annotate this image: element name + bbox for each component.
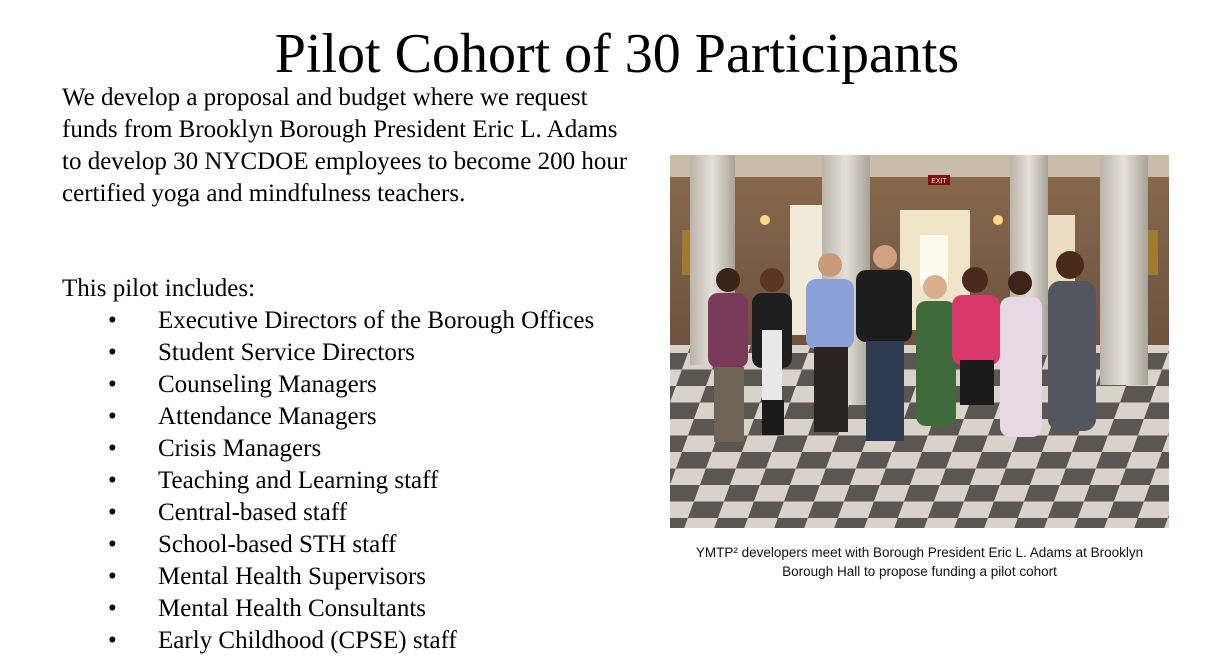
bullet-glyph: • xyxy=(108,435,117,462)
list-item xyxy=(62,305,594,337)
bullet-glyph: • xyxy=(108,403,117,430)
group-photo-illustration xyxy=(670,155,1169,528)
list-item-label: Teaching and Learning staff xyxy=(158,467,439,494)
list-item xyxy=(62,465,594,497)
photo-caption-line: YMTP² developers meet with Borough President Eric L. Adams at Brooklyn xyxy=(695,545,1144,560)
list-item-label: Early Childhood (CPSE) staff xyxy=(158,627,457,654)
bullet-glyph: • xyxy=(108,499,117,526)
bullet-glyph: • xyxy=(108,467,117,494)
list-item xyxy=(62,497,594,529)
list-item xyxy=(62,561,594,593)
list-item xyxy=(62,625,594,657)
intro-paragraph xyxy=(62,82,642,210)
bullet-glyph: • xyxy=(108,563,117,590)
list-item-label: School-based STH staff xyxy=(158,531,397,558)
list-item xyxy=(62,337,594,369)
photo-caption xyxy=(670,543,1169,581)
group-photo xyxy=(670,155,1169,528)
photo-caption-line: Borough Hall to propose funding a pilot cohort xyxy=(782,564,1057,579)
participant-list xyxy=(62,305,594,657)
bullet-glyph: • xyxy=(108,531,117,558)
bullet-glyph: • xyxy=(108,339,117,366)
list-item xyxy=(62,529,594,561)
list-item-label: Central-based staff xyxy=(158,499,348,526)
list-item xyxy=(62,369,594,401)
list-item xyxy=(62,401,594,433)
exit-sign: EXIT xyxy=(931,178,947,185)
list-item-label: Student Service Directors xyxy=(158,339,415,366)
bullet-glyph: • xyxy=(108,371,117,398)
slide-title: Pilot Cohort of 30 Participants xyxy=(274,23,960,85)
list-item-label: Crisis Managers xyxy=(158,435,322,462)
list-item-label: Mental Health Supervisors xyxy=(158,563,427,590)
list-item xyxy=(62,593,594,625)
bullet-glyph: • xyxy=(108,307,117,334)
list-item-label: Attendance Managers xyxy=(158,403,377,430)
intro-text: We develop a proposal and budget where we request funds from Brooklyn Borough President Eric L. Adams to develop 30 NYCDOE employees to become 200 hour certified yoga and mindfulness teachers. xyxy=(62,84,628,207)
list-item-label: Counseling Managers xyxy=(158,371,377,398)
bullet-glyph: • xyxy=(108,627,117,654)
list-item xyxy=(62,433,594,465)
includes-label: This pilot includes: xyxy=(62,275,256,302)
list-item-label: Executive Directors of the Borough Offices xyxy=(158,307,595,334)
list-item-label: Mental Health Consultants xyxy=(158,595,427,622)
bullet-glyph: • xyxy=(108,595,117,622)
